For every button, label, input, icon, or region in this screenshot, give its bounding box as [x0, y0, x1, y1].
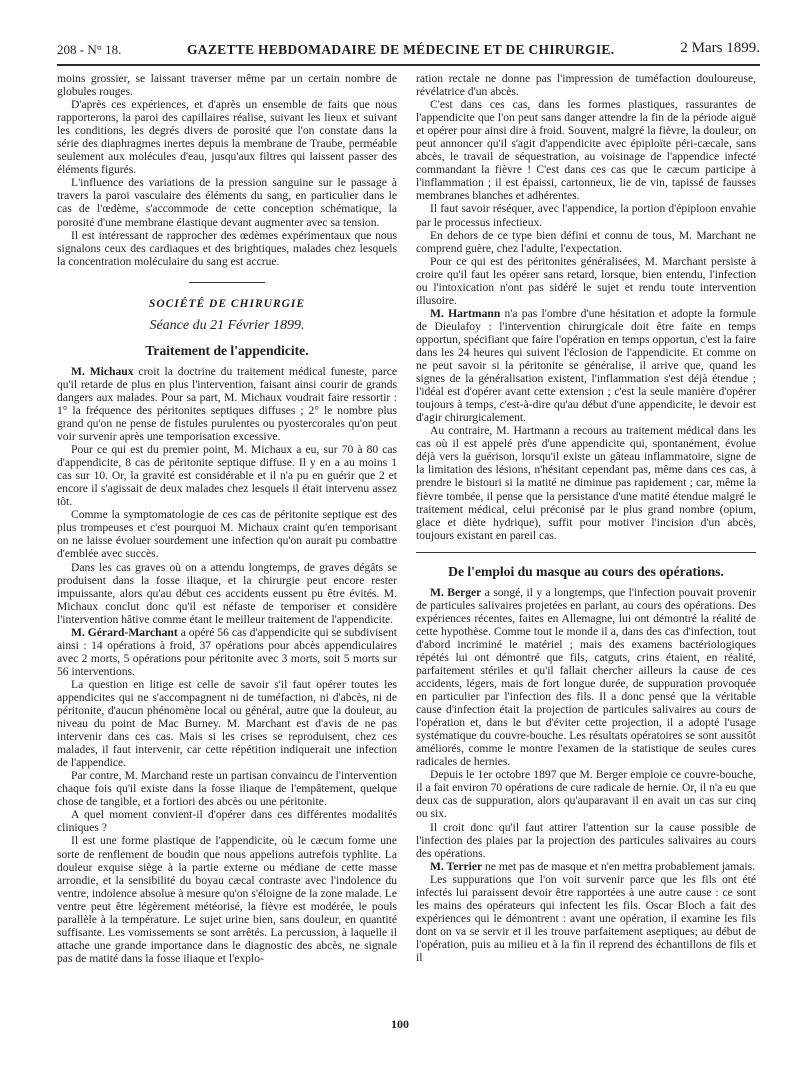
paragraph: Les suppurations que l'on voit survenir parce que les fils ont été infectés lui paraissent devoir être rapportées à une autre cause : ce sont les mains des opérateurs qui infectent les fils. Oscar Bloch a fait des expériences qui le démontrent : avant une opération, il examine les fils dont on va se servir et il les trouve parfaitement aseptiques; au début de l'opération, puis au milieu et à la fin il reprend des échantillons de fils et il — [416, 872, 756, 964]
paragraph: L'influence des variations de la pression sanguine sur le passage à travers la paroi vasculaire des éléments du sang, en particulier dans le cas de l'œdème, s'accommode de cette conception schématique, la porosité d'une membrane élastique devant augmenter avec sa tension. — [57, 176, 397, 229]
paragraph: Au contraire, M. Hartmann a recours au traitement médical dans les cas où il est appelé près d'une appendicite qui, spontanément, évolue déjà vers la guérison, lorsqu'il existe un gâteau inflammatoire, signe de la limitation des lésions, n'hésitant cependant pas, même dans ces cas, à prendre le bistouri si la matité ne diminue pas rapidement ; car, même la fièvre tombée, il pense que la persistance d'une matité étendue malgré le traitement médical, celui préconisé par le plus grand nombre (opium, glace et diète hydrique), suffit pour motiver l'incision d'un abcès, toujours existant en pareil cas. — [416, 424, 756, 542]
paragraph: Depuis le 1er octobre 1897 que M. Berger emploie ce couvre-bouche, il a fait environ 70 opérations de cure radicale de hernie. Or, il n'a eu que deux cas de suppuration, alors qu'auparavant il en avait un cas sur cinq ou six. — [416, 768, 756, 821]
section-heading: De l'emploi du masque au cours des opérations. — [448, 563, 724, 579]
paragraph: D'après ces expériences, et d'après un ensemble de faits que nous rapporterons, la paroi des capillaires réalise, suivant les lieux et suivant les conditions, les degrés divers de porosité que l'on constate dans la série des diaphragmes inertes depuis la membrane de Traube, perméable seulement aux molécules d'eau, jusqu'aux filtres qui laissent passer des éléments figurés. — [57, 98, 397, 177]
society-title: SOCIÉTÉ DE CHIRURGIE — [148, 297, 306, 310]
paragraph: A quel moment convient-il d'opérer dans ces différentes modalités cliniques ? — [57, 808, 397, 835]
paragraph — [416, 586, 756, 769]
right-column — [416, 72, 756, 964]
paragraph: La question en litige est celle de savoir s'il faut opérer toutes les appendicites qui ne s'accompagnent ni de tuméfaction, ni d'abcès, ni de péritonite, d'aucun phénomène local ou général, autre que la douleur, au niveau du point de Mac Burney. M. Marchant est d'avis de ne pas intervenir dans ces cas. Mais si les crises se reproduisent, chez ces malades, il faut intervenir, car cette répétition indiquerait une infection de l'appendice. — [57, 677, 397, 770]
paragraph: Par contre, M. Marchand reste un partisan convaincu de l'intervention chaque fois qu'il existe dans la fosse iliaque de l'empâtement, quelque chose de tangible, et a fortiori des abcès ou une péritonite. — [57, 769, 397, 809]
left-column — [57, 72, 397, 965]
speaker-name: M. Berger — [430, 585, 482, 599]
paragraph-text: a opéré 56 cas d'appendicite qui se subdivisent ainsi : 14 opérations à froid, 37 opérations pour abcès appendiculaires avec 2 morts, 5 opérations pour péritonite avec 3 morts, soit 5 morts sur 56 interventions. — [57, 625, 397, 678]
paragraph-text: croit la doctrine du traitement médical funeste, parce qu'il retarde de plus en plus l'intervention, faisant ainsi courir de grands dangers aux malades. Pour sa part, M. Michaux voudrait faire ressortir : 1° la fréquence des péritonites septiques diffuses ; 2° le nombre plus grand qu'on ne pense de fistules purulentes ou pyostercorales qu'on peut voir survenir après une temporisation excessive. — [57, 364, 397, 444]
running-header — [57, 40, 760, 62]
section-heading: Traitement de l'appendicite. — [145, 342, 309, 358]
paragraph: Comme la symptomatologie de ces cas de péritonite septique est des plus trompeuses et c'est pourquoi M. Michaux craint qu'en temporisant on ne laisse évoluer sourdement une infection qu'on aurait pu combattre d'emblée avec succès. — [57, 508, 397, 561]
speaker-name: M. Hartmann — [430, 306, 501, 320]
paragraph — [57, 365, 397, 443]
paragraph: C'est dans ces cas, dans les formes plastiques, rassurantes de l'appendicite que l'on peut sans danger attendre la fin de la période aiguë et opérer pour ainsi dire à froid. Souvent, malgré la fièvre, la douleur, on peut annoncer qu'il s'agit d'appendicite avec épiploïte péri-cæcale, sans abcès, le travail de séquestration, au voisinage de l'appendice infecté commandant la fièvre ! C'est dans ces cas que le cæcum participe à l'inflammation ; il est épaissi, cartonneux, lie de vin, tapissé de fausses membranes blanches et adhérentes. — [416, 98, 756, 203]
paragraph: Il croit donc qu'il faut attirer l'attention sur la cause possible de l'infection des plaies par la projection des particules salivaires au cours des opérations. — [416, 820, 756, 860]
paragraph: Il est une forme plastique de l'appendicite, où le cæcum forme une sorte de renflement de boudin que nous appelions autrefois typhlite. La douleur exquise siège à la partie externe ou médiane de cette masse arrondie, et la sensibilité du boyau cæcal contraste avec l'indolence du ventre, indolence absolue à mesure qu'on s'éloigne de la zone malade. Le ventre peut être légèrement météorisé, la fièvre est modérée, le pouls parallèle à la température. Le sujet urine bien, sans douleur, en quantité suffisante. Les vomissements se sont arrêtés. La percussion, à laquelle il attache une grande importance dans le diagnostic des abcès, ne signale pas de matité dans la fosse iliaque et l'explo- — [57, 834, 397, 965]
paragraph: Dans les cas graves où on a attendu longtemps, de graves dégâts se produisent dans la fosse iliaque, et la chirurgie peut encore rester impuissante, alors qu'au début ces accidents eussent pu être évités. M. Michaux conclut donc qu'il est néfaste de temporiser et considère l'intervention hâtive comme étant le meilleur traitement de l'appendicite. — [57, 560, 397, 626]
header-rule — [57, 64, 760, 66]
paragraph: En dehors de ce type bien défini et connu de tous, M. Marchant ne comprend guère, chez l'adulte, l'expectation. — [416, 228, 756, 255]
page-and-issue-number: 208 - N° 18. — [57, 42, 122, 57]
paragraph: moins grossier, se laissant traverser même par un certain nombre de globules rouges. — [57, 72, 397, 99]
page-number: 100 — [391, 1017, 409, 1031]
speaker-name: M. Michaux — [71, 364, 134, 378]
session-date: Séance du 21 Février 1899. — [149, 317, 305, 333]
paragraph: ration rectale ne donne pas l'impression de tuméfaction douloureuse, révélatrice d'un abcès. — [416, 72, 756, 99]
paragraph: Pour ce qui est des péritonites généralisées, M. Marchant persiste à croire qu'il faut les opérer sans retard, lorsque, bien entendu, l'infection ou l'intoxication n'ont pas sidéré le sujet et rendu toute intervention illusoire. — [416, 254, 756, 307]
section-divider — [416, 552, 756, 553]
paragraph: Pour ce qui est du premier point, M. Michaux a eu, sur 70 à 80 cas d'appendicite, 8 cas de péritonite septique diffuse. Il y en a au moins 1 cas sur 10. Or, la gravité est considérable et il n'a pu en guérir que 2 et encore il s'agissait de deux malades chez lesquels il était intervenu assez tôt. — [57, 443, 397, 509]
paragraph — [57, 626, 397, 678]
paragraph-text: n'a pas l'ombre d'une hésitation et adopte la formule de Dieulafoy : l'intervention chirurgicale doit être faite en temps opportun, spécifiant que faire l'opération en temps opportun, c'est la faire dans les 24 heures qui suivent l'éclosion de l'appendicite. Et comme on ne peut savoir si la péritonite se généralise, il arrive que, quand les signes de la généralisation existent, l'inflammation s'est déjà étendue ; l'idéal est d'opérer avant cette extension ; c'est la seule manière d'opérer toujours à temps, c'est-à-dire qu'au début d'une appendicite, le devoir est d'agir chirurgicalement. — [416, 306, 756, 425]
speaker-name: M. Terrier — [430, 859, 483, 873]
journal-title: GAZETTE HEBDOMADAIRE DE MÉDECINE ET DE CHIRURGIE. — [187, 42, 615, 57]
paragraph-text: ne met pas de masque et n'en mettra probablement jamais. — [482, 859, 755, 873]
paragraph: Il est intéressant de rapprocher des œdèmes expérimentaux que nous signalons ceux des cardiaques et des brightiques, malades chez lesquels la concentration moléculaire du sang est accrue. — [57, 228, 397, 268]
paragraph — [416, 860, 756, 873]
paragraph-text: a songé, il y a longtemps, que l'infection pouvait provenir de particules salivaires projetées en parlant, au cours des opérations. Des expériences récentes, faites en Allemagne, lui ont démontré la réalité de cette hypothèse. Comme tout le monde il a, dans des cas d'infection, tout d'abord incriminé le matériel ; mais des examens bactériologiques répétés lui ont démontré que fils, catguts, crins étaient, en réalité, parfaitement stériles et qu'il fallait chercher ailleurs la cause de ces accidents, légers, mais de fort longue durée, de suppuration provoquée en particulier par l'infection des fils. Il a donc pensé que la véritable cause d'infection était la projection de particules salivaires au cours de l'opération et, dans le but d'éviter cette projection, il a adopté l'usage systématique du couvre-bouche. Les résultats opératoires se sont aussitôt améliorés, comme le montre l'examen de la statistique de seules cures radicales de hernies. — [416, 585, 756, 769]
section-divider — [189, 282, 265, 283]
speaker-name: M. Gérard-Marchant — [71, 625, 178, 639]
paragraph — [416, 307, 756, 424]
paragraph: Il faut savoir réséquer, avec l'appendice, la portion d'épiploon envahie par le processus infectieux. — [416, 202, 756, 229]
issue-date: 2 Mars 1899. — [680, 40, 760, 56]
